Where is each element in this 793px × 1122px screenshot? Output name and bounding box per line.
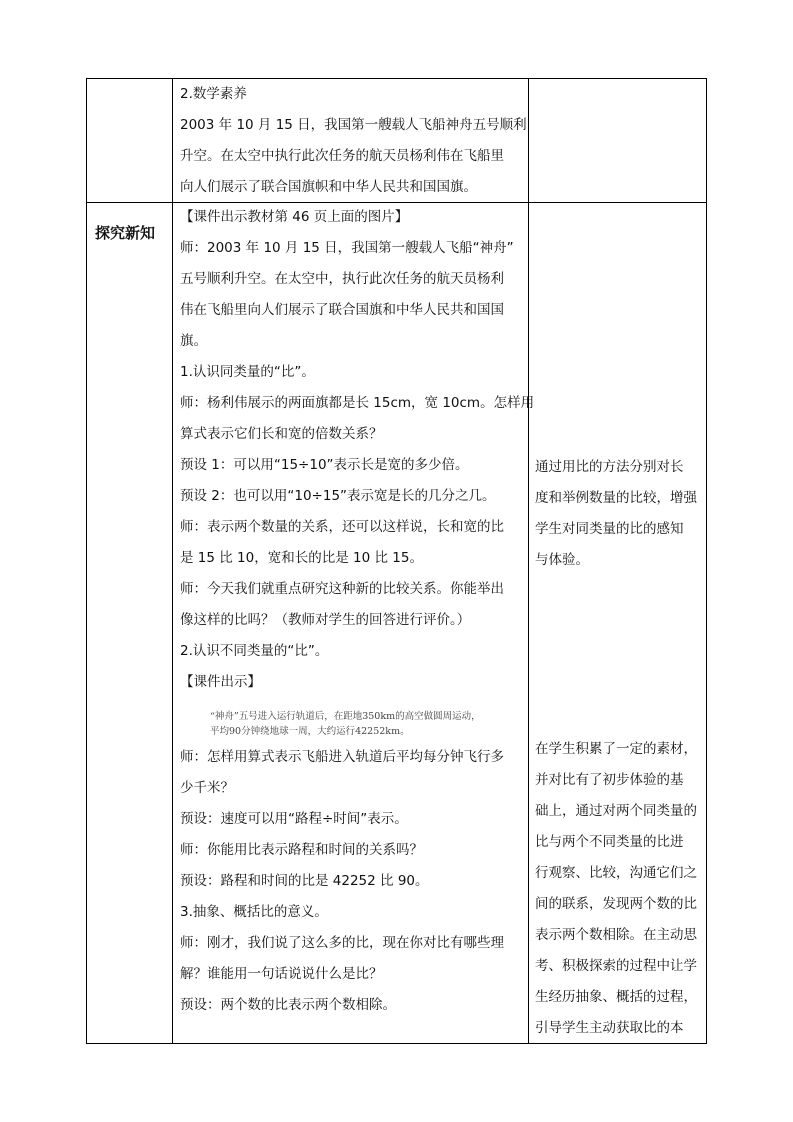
courseware-excerpt-line: “神舟”五号进入运行轨道后，在距地350km的高空做圆周运动， bbox=[210, 711, 481, 722]
text-line: 3.抽象、概括比的意义。 bbox=[180, 904, 328, 920]
top-row-content bbox=[180, 79, 526, 202]
text-line: 像这样的比吗？（教师对学生的回答进行评价。） bbox=[180, 612, 471, 628]
column-divider bbox=[528, 79, 529, 1043]
text-line: 预设：路程和时间的比是 42252 比 90。 bbox=[180, 873, 429, 889]
text-line: 【课件出示】 bbox=[180, 674, 261, 690]
text-line: 师：怎样用算式表示飞船进入轨道后平均每分钟飞行多 bbox=[180, 749, 504, 765]
text-line: 师：刚才，我们说了这么多的比，现在你对比有哪些理 bbox=[180, 935, 504, 951]
row-divider bbox=[87, 202, 706, 203]
text-line: 伟在飞船里向人们展示了联合国旗和中华人民共和国国 bbox=[180, 302, 504, 318]
text-line: 1.认识同类量的“比”。 bbox=[180, 364, 315, 380]
text-line: 向人们展示了联合国旗帜和中华人民共和国国旗。 bbox=[180, 179, 477, 195]
note-line: 生经历抽象、概括的过程， bbox=[535, 989, 697, 1005]
text-line: 旗。 bbox=[180, 333, 207, 349]
note-line: 通过用比的方法分别对长 bbox=[535, 459, 684, 475]
text-line: 预设 1：可以用“15÷10”表示长是宽的多少倍。 bbox=[180, 457, 469, 473]
text-line: 五号顺利升空。在太空中，执行此次任务的航天员杨利 bbox=[180, 271, 504, 287]
note-line: 引导学生主动获取比的本 bbox=[535, 1020, 684, 1036]
note-line: 度和举例数量的比较，增强 bbox=[535, 490, 697, 506]
note-line: 考、积极探索的过程中让学 bbox=[535, 958, 697, 974]
section-label: 探究新知 bbox=[95, 224, 156, 242]
note-line: 学生对同类量的比的感知 bbox=[535, 521, 684, 537]
text-line: 是 15 比 10，宽和长的比是 10 比 15。 bbox=[180, 550, 423, 566]
note-line: 并对比有了初步体验的基 bbox=[535, 772, 684, 788]
text-line: 预设：两个数的比表示两个数相除。 bbox=[180, 997, 396, 1013]
note-line: 表示两个数相除。在主动思 bbox=[535, 927, 697, 943]
lesson-table bbox=[86, 78, 707, 1044]
text-line: 2.数学素养 bbox=[180, 86, 247, 102]
note-line: 在学生积累了一定的素材， bbox=[535, 741, 697, 757]
text-line: 师：你能用比表示路程和时间的关系吗？ bbox=[180, 842, 423, 858]
note-line: 与体验。 bbox=[535, 552, 589, 568]
text-line: 解？谁能用一句话说说什么是比？ bbox=[180, 966, 383, 982]
note-line: 间的联系，发现两个数的比 bbox=[535, 896, 697, 912]
text-line: 师：杨利伟展示的两面旗都是长 15cm，宽 10cm。怎样用 bbox=[180, 395, 535, 411]
note-line: 行观察、比较，沟通它们之 bbox=[535, 865, 697, 881]
text-line: 师：表示两个数量的关系，还可以这样说，长和宽的比 bbox=[180, 519, 504, 535]
text-line: 师：今天我们就重点研究这种新的比较关系。你能举出 bbox=[180, 581, 504, 597]
note-line: 比与两个不同类量的比进 bbox=[535, 834, 684, 850]
note-line: 础上，通过对两个同类量的 bbox=[535, 803, 697, 819]
text-line: 升空。在太空中执行此次任务的航天员杨利伟在飞船里 bbox=[180, 148, 504, 164]
text-line: 预设 2：也可以用“10÷15”表示宽是长的几分之几。 bbox=[180, 488, 496, 504]
text-line: 少千米？ bbox=[180, 780, 234, 796]
text-line: 预设：速度可以用“路程÷时间”表示。 bbox=[180, 811, 408, 827]
text-line: 【课件出示教材第 46 页上面的图片】 bbox=[180, 209, 409, 225]
text-line: 2.认识不同类量的“比”。 bbox=[180, 643, 329, 659]
text-line: 师：2003 年 10 月 15 日，我国第一艘载人飞船“神舟” bbox=[180, 240, 514, 256]
courseware-excerpt-line: 平均90分钟绕地球一周，大约运行42252km。 bbox=[210, 726, 410, 737]
text-line: 算式表示它们长和宽的倍数关系？ bbox=[180, 426, 383, 442]
column-divider bbox=[172, 79, 173, 1043]
text-line: 2003 年 10 月 15 日，我国第一艘载人飞船神舟五号顺利 bbox=[180, 117, 527, 133]
